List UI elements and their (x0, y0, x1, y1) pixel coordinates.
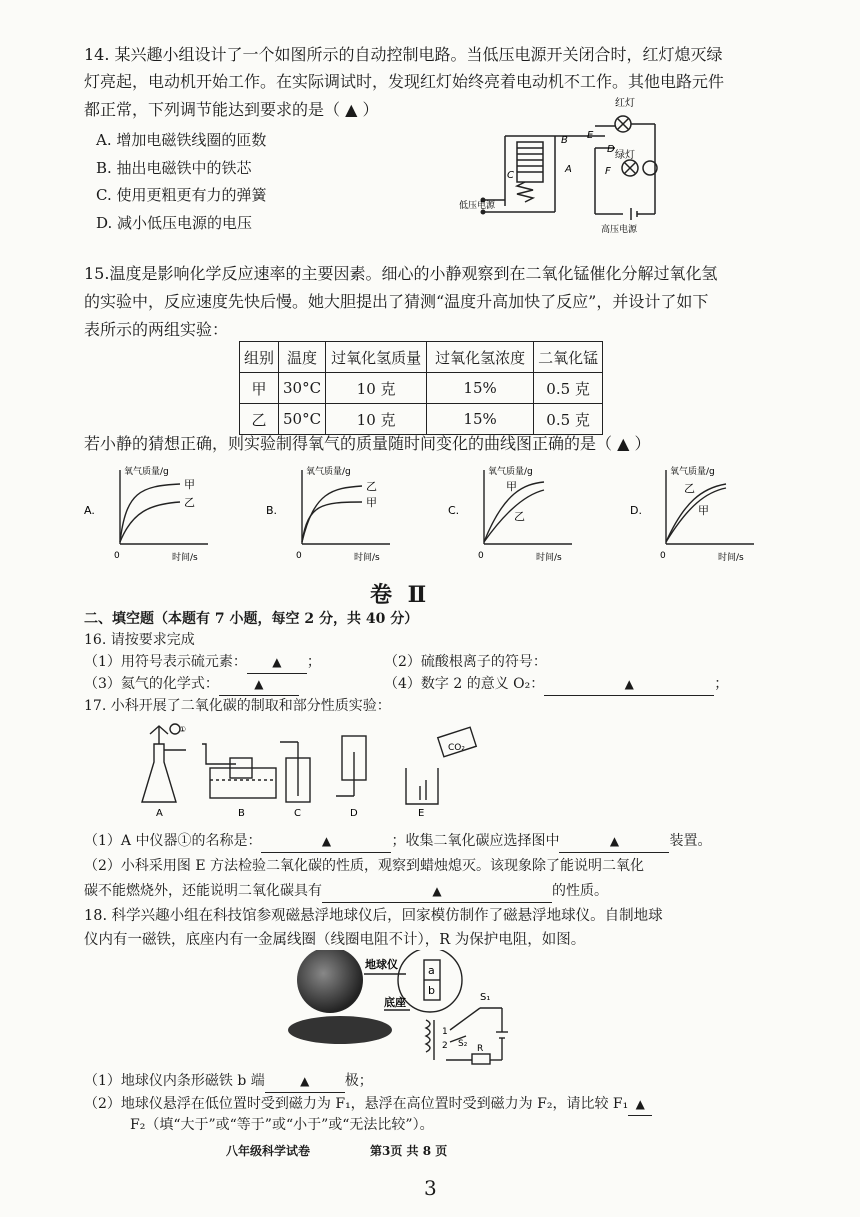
q16-part-3 (84, 673, 299, 696)
fig-label-c: C (294, 808, 301, 819)
graph-y-label: 氧气质量/g (306, 467, 351, 477)
answer-blank[interactable] (322, 880, 552, 903)
table-header: 过氧化氢质量 (326, 342, 427, 373)
table-cell: 50°C (279, 404, 326, 435)
graph-option-label: D. (630, 504, 642, 517)
graph-option (80, 462, 250, 568)
answer-blank[interactable] (261, 830, 391, 853)
q15-line-1: 15.温度是影响化学反应速率的主要因素。细心的小静观察到在二氧化锰催化分解过氧化氢 (84, 264, 718, 283)
instrument-one-label: ① (179, 725, 187, 734)
q17-part-1-text-c: 装置。 (669, 833, 712, 849)
q17-part-2-text: 碳不能燃烧外，还能说明二氧化碳具有 (84, 883, 322, 899)
section-heading: 二、填空题（本题有 7 小题，每空 2 分，共 40 分） (84, 611, 419, 627)
switch-pos-1: 1 (442, 1027, 448, 1037)
graph-option (262, 462, 432, 568)
q18-part-2-cont: F₂（填“大于”或“等于”或“小于”或“无法比较”）。 (130, 1117, 434, 1133)
water-trough-icon (210, 768, 276, 798)
table-cell: 0.5 克 (534, 404, 603, 435)
curve-lower-label: 乙 (514, 510, 525, 523)
graph-option-label: A. (84, 504, 95, 517)
q18-part-2-text: （2）地球仪悬浮在低位置时受到磁力为 F₁，悬浮在高位置时受到磁力为 F₂，请比较 F₁ (84, 1096, 629, 1112)
graph-origin: 0 (296, 551, 302, 561)
flask-icon (142, 744, 176, 802)
answer-blank[interactable] (628, 1093, 652, 1116)
q16-colon: ； (714, 676, 729, 692)
page-number: 3 (424, 1176, 437, 1200)
graph-option-label: B. (266, 504, 278, 517)
letter-c: C (507, 170, 514, 181)
graph-option-label: C. (448, 504, 460, 517)
graph-x-label: 时间/s (172, 553, 198, 563)
spring (517, 182, 533, 202)
q17-title: 17. 小科开展了二氧化碳的制取和部分性质实验： (84, 698, 391, 714)
q14-option-d: D. 减小低压电源的电压 (96, 214, 253, 232)
graph-origin: 0 (114, 551, 120, 561)
graph-option (626, 462, 796, 568)
blank-triangle: ▲ (254, 677, 264, 691)
q15-experiment-table (239, 341, 603, 435)
table-cell: 10 克 (326, 404, 427, 435)
curve-lower (666, 488, 726, 542)
graph-x-label: 时间/s (718, 553, 744, 563)
q18-part-1-text-b: 极； (344, 1073, 373, 1089)
blank-triangle: ▲ (432, 884, 442, 898)
q16-part-2: （2）硫酸根离子的符号： (384, 654, 547, 670)
curve-upper (120, 484, 180, 542)
red-light-label: 红灯 (615, 98, 635, 109)
answer-blank[interactable] (544, 673, 714, 696)
q15-graph-options (80, 462, 780, 568)
fig-label-b: B (238, 808, 245, 819)
co2-bottle-label: CO₂ (448, 743, 465, 753)
q16-part-4-text: （4）数字 2 的意义 O₂： (384, 676, 545, 692)
table-cell: 0.5 克 (534, 373, 603, 404)
q14-option-a: A. 增加电磁铁线圈的匝数 (96, 131, 267, 149)
q16-part-1-text: （1）用符号表示硫元素： (84, 654, 247, 670)
q17-part-1 (84, 830, 711, 853)
letter-f: F (605, 166, 611, 177)
answer-blank[interactable] (219, 673, 299, 696)
section-title: 卷 Ⅱ (370, 582, 431, 608)
graph-option (444, 462, 614, 568)
table-header: 二氧化锰 (534, 342, 603, 373)
blank-triangle: ▲ (609, 834, 620, 848)
low-power-label: 低压电源 (459, 201, 496, 211)
blank-triangle: ▲ (300, 1074, 310, 1088)
q18-maglev-figure (280, 950, 540, 1070)
q14-option-c: C. 使用更粗更有力的弹簧 (96, 186, 267, 204)
resistor-icon (472, 1054, 490, 1064)
curve-upper (666, 484, 726, 542)
table-cell: 30°C (279, 373, 326, 404)
green-light-label: 绿灯 (615, 150, 635, 161)
table-header: 温度 (279, 342, 326, 373)
q16-part-1 (84, 651, 321, 674)
graph-x-label: 时间/s (354, 553, 380, 563)
letter-a: A (565, 164, 572, 175)
q17-part-2-text-b: 的性质。 (552, 883, 608, 899)
magnet-end-a: a (428, 964, 435, 977)
blank-triangle: ▲ (321, 834, 332, 848)
graph-y-label: 氧气质量/g (124, 467, 169, 477)
globe-label: 地球仪 (365, 958, 398, 971)
q17-part-1-text-b: ；收集二氧化碳应选择图中 (391, 833, 560, 849)
q15-line-2: 的实验中，反应速度先快后慢。她大胆提出了猜测“温度升高加快了反应”，并设计了如下 (84, 292, 709, 311)
fig-label-a: A (156, 808, 163, 819)
answer-blank[interactable] (265, 1070, 345, 1093)
curve-lower-label: 甲 (366, 496, 377, 509)
q14-line-2: 灯亮起，电动机开始工作。在实际调试时，发现红灯始终亮着电动机不工作。其他电路元件 (84, 72, 725, 91)
table-cell: 甲 (240, 373, 279, 404)
q17-part-2-cont (84, 880, 608, 903)
q18-part-1 (84, 1070, 373, 1093)
curve-lower-label: 乙 (184, 496, 195, 509)
switch-s2-label: S₂ (458, 1039, 468, 1049)
q16-part-3-text: （3）氦气的化学式： (84, 676, 219, 692)
q18-line-1: 18. 科学兴趣小组在科技馆参观磁悬浮地球仪后，回家模仿制作了磁悬浮地球仪。自制地球 (84, 908, 663, 924)
graph-y-label: 氧气质量/g (488, 467, 533, 477)
curve-upper (302, 486, 362, 542)
q17-part-2: （2）小科采用图 E 方法检验二氧化碳的性质，观察到蜡烛熄灭。该现象除了能说明二氧化 (84, 858, 645, 874)
q18-part-1-text: （1）地球仪内条形磁铁 b 端 (84, 1073, 265, 1089)
footer-exam-name: 八年级科学试卷 (226, 1144, 311, 1158)
fig-label-e: E (418, 808, 425, 819)
base-icon (288, 1016, 392, 1044)
switch-s1-label: S₁ (480, 992, 491, 1003)
answer-blank[interactable] (247, 651, 307, 674)
graph-origin: 0 (660, 551, 666, 561)
curve-lower-label: 甲 (698, 504, 709, 517)
globe-icon (297, 950, 363, 1013)
table-cell: 15% (427, 373, 534, 404)
high-power-label: 高压电源 (601, 225, 638, 235)
q17-apparatus-figure (120, 722, 490, 820)
blank-triangle: ▲ (635, 1097, 645, 1111)
q16-title: 16. 请按要求完成 (84, 632, 195, 648)
letter-d: D (607, 144, 615, 155)
resistor-label: R (477, 1044, 484, 1054)
q14-line-1: 14. 某兴趣小组设计了一个如图所示的自动控制电路。当低压电源开关闭合时，红灯熄灭绿 (84, 45, 723, 64)
fig-label-d: D (350, 808, 358, 819)
curve-upper-label: 乙 (684, 482, 695, 495)
q16-colon: ； (306, 654, 321, 670)
curve-upper-label: 乙 (366, 480, 377, 493)
table-header: 过氧化氢浓度 (427, 342, 534, 373)
curve-upper-label: 甲 (506, 480, 517, 493)
footer-page-info: 第3页 共 8 页 (370, 1144, 448, 1158)
q14-option-b: B. 抽出电磁铁中的铁芯 (96, 159, 252, 177)
graph-x-label: 时间/s (536, 553, 562, 563)
q18-part-2 (84, 1093, 652, 1116)
graph-y-label: 氧气质量/g (670, 467, 715, 477)
magnet-end-b: b (428, 984, 435, 997)
table-header-row (240, 342, 603, 373)
curve-lower (120, 502, 180, 542)
answer-blank[interactable] (559, 830, 669, 853)
table-cell: 15% (427, 404, 534, 435)
base-label: 底座 (384, 996, 406, 1009)
q15-question: 若小静的猜想正确，则实验制得氧气的质量随时间变化的曲线图正确的是（ ▲ ） (84, 434, 651, 453)
blank-triangle: ▲ (624, 677, 634, 691)
q16-part-4 (384, 673, 728, 696)
q17-part-1-text: （1）A 中仪器①的名称是： (84, 833, 262, 849)
blank-triangle: ▲ (272, 655, 282, 669)
table-row (240, 373, 603, 404)
table-header: 组别 (240, 342, 279, 373)
curve-lower (302, 502, 362, 542)
letter-b: B (561, 135, 568, 146)
curve-upper-label: 甲 (184, 478, 195, 491)
switch-pos-2: 2 (442, 1041, 448, 1051)
table-cell: 10 克 (326, 373, 427, 404)
q15-line-3: 表所示的两组实验： (84, 320, 229, 339)
q14-circuit-figure (455, 96, 685, 236)
beaker-icon (406, 768, 438, 804)
table-cell: 乙 (240, 404, 279, 435)
q14-line-3: 都正常，下列调节能达到要求的是（ ▲ ） (84, 100, 379, 119)
coil-icon (426, 1020, 430, 1052)
letter-e: E (587, 130, 594, 141)
graph-origin: 0 (478, 551, 484, 561)
q18-line-2: 仪内有一磁铁，底座内有一金属线圈（线圈电阻不计），R 为保护电阻，如图。 (84, 932, 586, 948)
